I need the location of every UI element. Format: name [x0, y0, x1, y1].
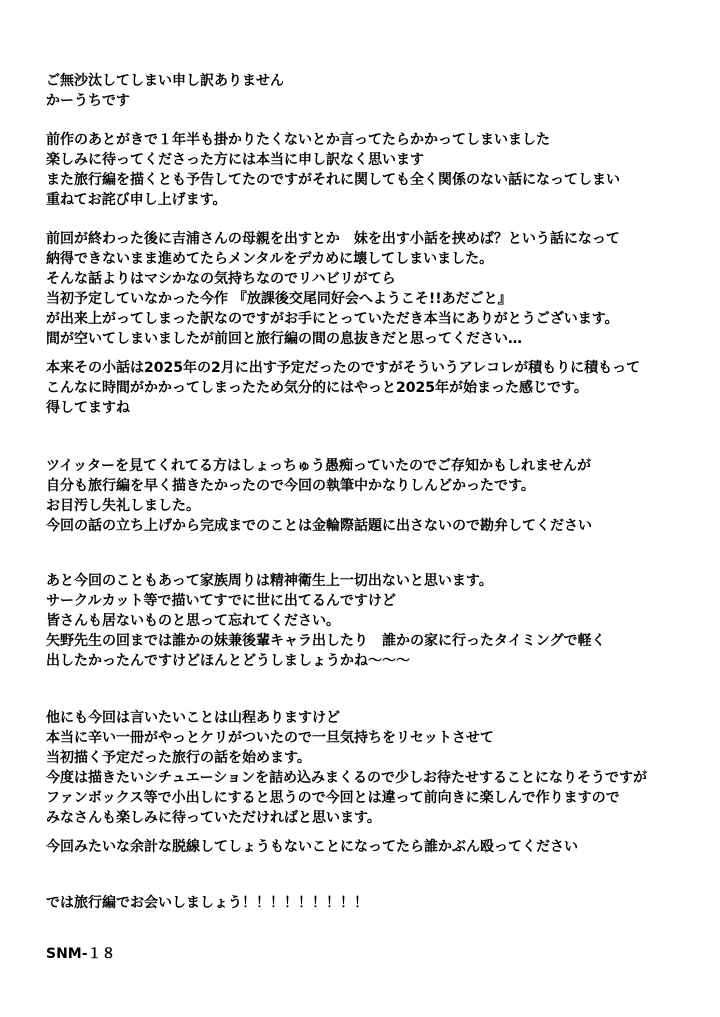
- text-line: 今回の話の立ち上げから完成までのことは金輪際話題に出さないので勘弁してください: [46, 518, 592, 534]
- text-line: 本来その小話は2025年の2月に出す予定だったのですがそういうアレコレが積もりに積もって: [46, 360, 641, 376]
- text-line: 納得できないまま進めてたらメンタルをデカめに壊してしまいました。: [46, 251, 494, 267]
- text-line: かーうちです: [46, 93, 130, 109]
- text-line: 皆さんも居ないものと思って忘れてください。: [46, 613, 340, 629]
- text-line: 重ねてお詫び申し上げます。: [46, 192, 227, 208]
- text-line: 得してますね: [46, 400, 130, 416]
- text-line: 他にも今回は言いたいことは山程ありますけど: [46, 710, 340, 726]
- text-line: こんなに時間がかかってしまったため気分的にはやっと2025年が始まった感じです。: [46, 380, 588, 396]
- text-line: みなさんも楽しみに待っていただければと思います。: [46, 810, 381, 826]
- text-line: ファンボックス等で小出しにすると思うので今回とは違って前向きに楽しんで作りますので: [46, 790, 620, 806]
- text-line: 出したかったんですけどほんとどうしましょうかね〜〜〜: [46, 653, 410, 669]
- text-line: お目汚し失礼しました。: [46, 498, 200, 514]
- text-line: 自分も旅行編を早く描きたかったので今回の執筆中かなりしんどかったです。: [46, 478, 535, 494]
- text-line: 当初予定していなかった今作 『放課後交尾同好会へようこそ!!あだごと』: [46, 291, 512, 307]
- text-line: 前作のあとがきで１年半も掛かりたくないとか言ってたらかかってしまいました: [46, 132, 550, 148]
- text-line: 今度は描きたいシチュエーションを詰め込みまくるので少しお待たせすることになりそうですが: [46, 770, 648, 786]
- text-line: ツイッターを見てくれてる方はしょっちゅう愚痴っていたのでご存知かもしれませんが: [46, 458, 592, 474]
- text-line: 間が空いてしまいましたが前回と旅行編の間の息抜きだと思ってください…: [46, 331, 522, 347]
- text-line: 前回が終わった後に吉浦さんの母親を出すとか 妹を出す小話を挟めば？という話になって: [46, 231, 620, 247]
- text-line: 当初描く予定だった旅行の話を始めます。: [46, 750, 311, 766]
- text-line: 矢野先生の回までは誰かの妹兼後輩キャラ出したり 誰かの家に行ったタイミングで軽く: [46, 633, 606, 649]
- text-line: 本当に辛い一冊がやっとケリがついたので一旦気持ちをリセットさせて: [46, 730, 494, 746]
- text-line: では旅行編でお会いしましょう！！！！！！！！！: [46, 895, 368, 911]
- text-line: そんな話よりはマシかなの気持ちなのでリハビリがてら: [46, 271, 396, 287]
- text-line: あと今回のこともあって家族周りは精神衛生上一切出ないと思います。: [46, 573, 493, 589]
- text-line: 今回みたいな余計な脱線してしょうもないことになってたら誰かぶん殴ってください: [46, 839, 578, 855]
- text-line: が出来上がってしまった訳なのですがお手にとっていただき本当にありがとうございます。: [46, 311, 619, 327]
- text-line: また旅行編を描くとも予告してたのですがそれに関しても全く関係のない話になってしまい: [46, 172, 620, 188]
- text-line: 楽しみに待ってくださった方には本当に申し訳なく思います: [46, 152, 424, 168]
- circle-code: SNM-１８: [46, 946, 116, 962]
- text-line: ご無沙汰してしまい申し訳ありません: [46, 73, 284, 89]
- text-line: サークルカット等で描いてすでに世に出てるんですけど: [46, 593, 396, 609]
